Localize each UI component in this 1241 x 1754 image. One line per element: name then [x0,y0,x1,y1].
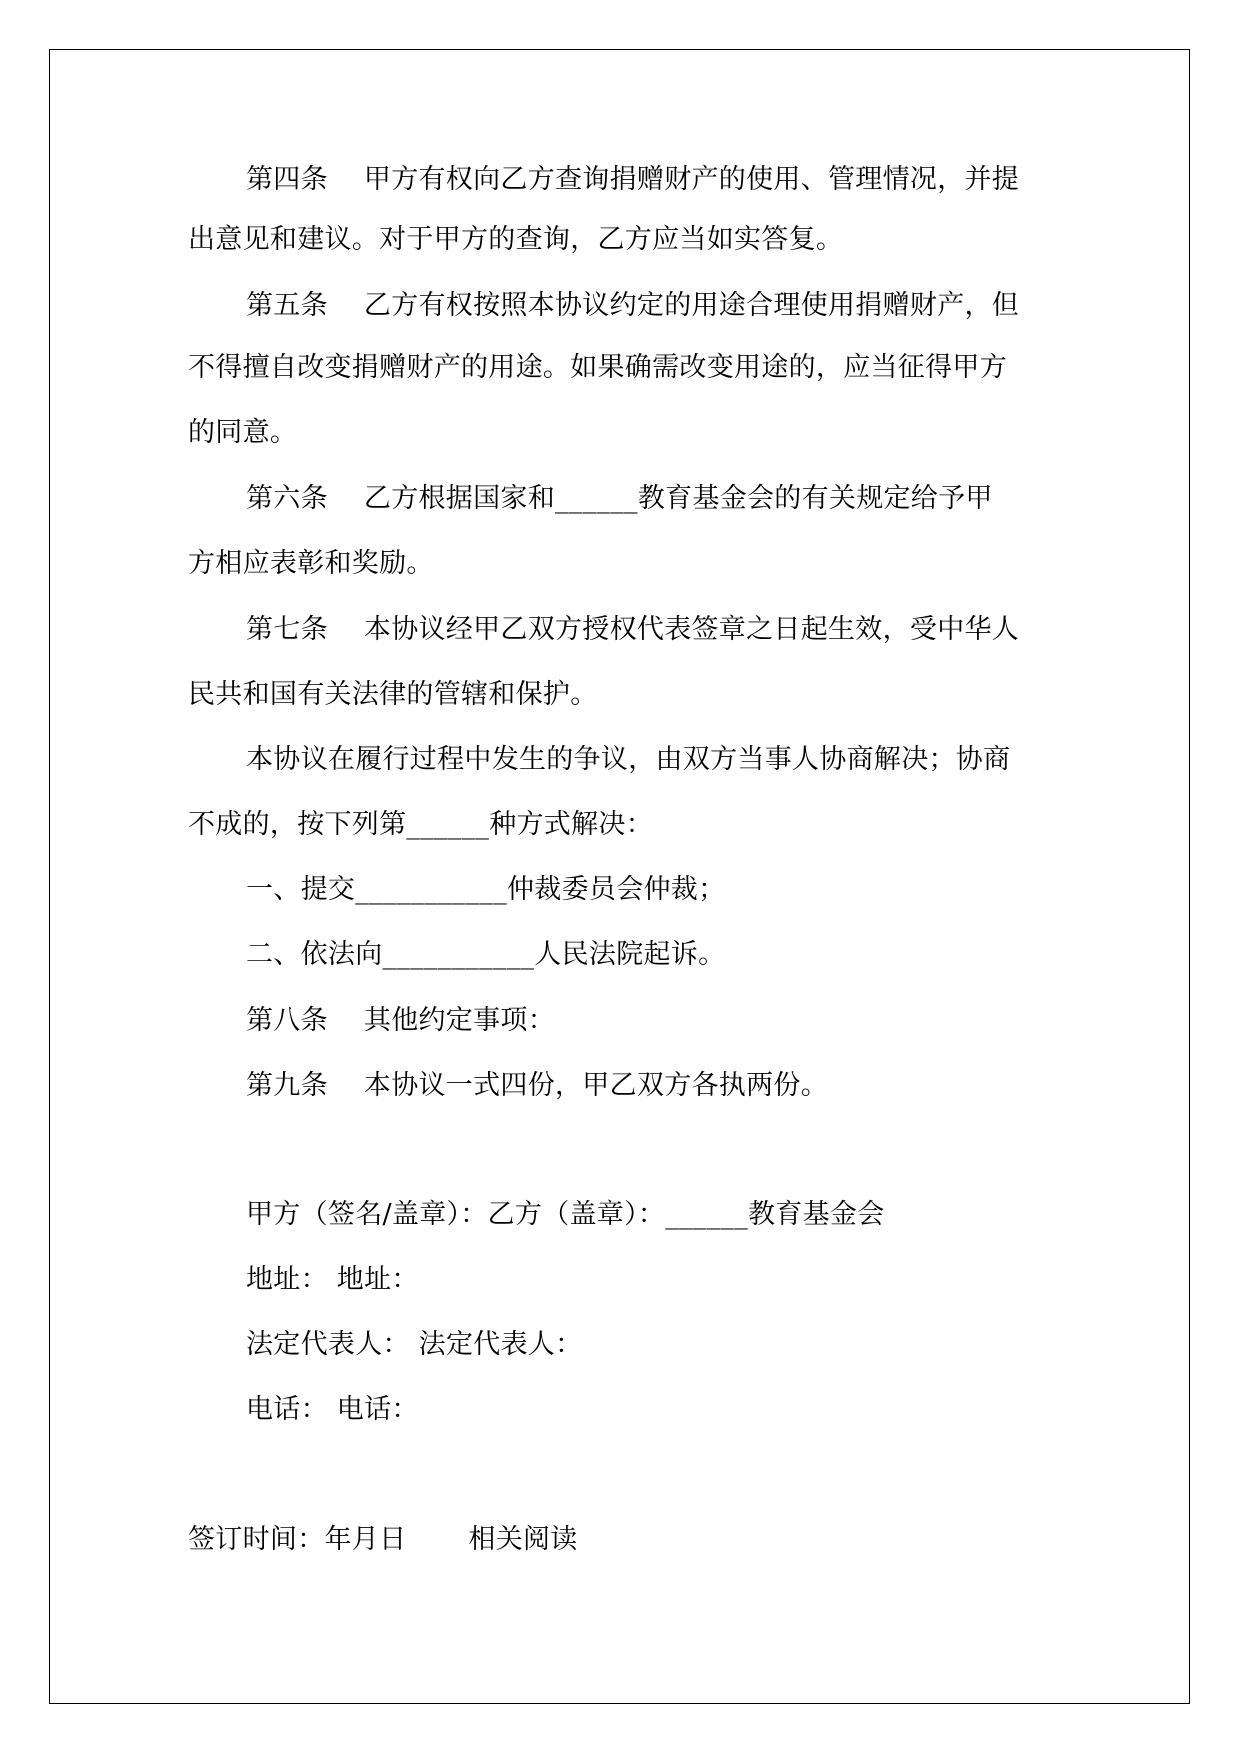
article-6-label: 第六条 [246,483,328,514]
article-7-text: 本协议经甲乙双方授权代表签章之日起生效，受中华人 [363,614,1020,645]
article-5-line-1 [246,288,1019,324]
article-4-line-2: 出意见和建议。对于甲方的查询，乙方应当如实答复。 [188,224,844,255]
article-4-label: 第四条 [246,164,328,195]
article-9 [246,1068,828,1104]
article-5-text: 乙方有权按照本协议约定的用途合理使用捐赠财产，但 [363,290,1020,321]
signature-party-line: 甲方（签名/盖章）：乙方（盖章）：______教育基金会 [246,1199,885,1230]
dispute-option-arbitration: 一、提交___________仲裁委员会仲裁； [246,874,726,905]
article-4-text: 甲方有权向乙方查询捐赠财产的使用、管理情况，并提 [363,164,1020,195]
article-8-text: 其他约定事项： [363,1005,556,1036]
sign-date: 签订时间：年月日 [188,1524,407,1555]
signature-address: 地址： 地址： [246,1264,419,1295]
signature-phone: 电话： 电话： [246,1394,419,1425]
article-5-line-2: 不得擅自改变捐赠财产的用途。如果确需改变用途的，应当征得甲方 [188,352,1007,383]
article-7-line-1 [246,612,1019,648]
article-7-label: 第七条 [246,614,328,645]
article-5-line-3: 的同意。 [188,417,298,448]
dispute-line-2: 不成的，按下列第______种方式解决： [188,809,653,840]
article-7-line-2: 民共和国有关法律的管辖和保护。 [188,679,598,710]
signature-representative: 法定代表人： 法定代表人： [246,1329,583,1360]
article-4-line-1 [246,162,1019,198]
article-8-label: 第八条 [246,1005,328,1036]
article-6-line-2: 方相应表彰和奖励。 [188,548,434,579]
dispute-line-1: 本协议在履行过程中发生的争议，由双方当事人协商解决；协商 [246,744,1011,775]
article-6-text: 乙方根据国家和______教育基金会的有关规定给予甲 [363,483,993,514]
dispute-option-court: 二、依法向___________人民法院起诉。 [246,939,726,970]
related-reading-link[interactable]: 相关阅读 [468,1524,578,1555]
article-6-line-1 [246,481,993,517]
footer-line [188,1522,578,1558]
article-5-label: 第五条 [246,290,328,321]
article-8 [246,1003,555,1039]
article-9-text: 本协议一式四份，甲乙双方各执两份。 [363,1070,829,1101]
article-9-label: 第九条 [246,1070,328,1101]
